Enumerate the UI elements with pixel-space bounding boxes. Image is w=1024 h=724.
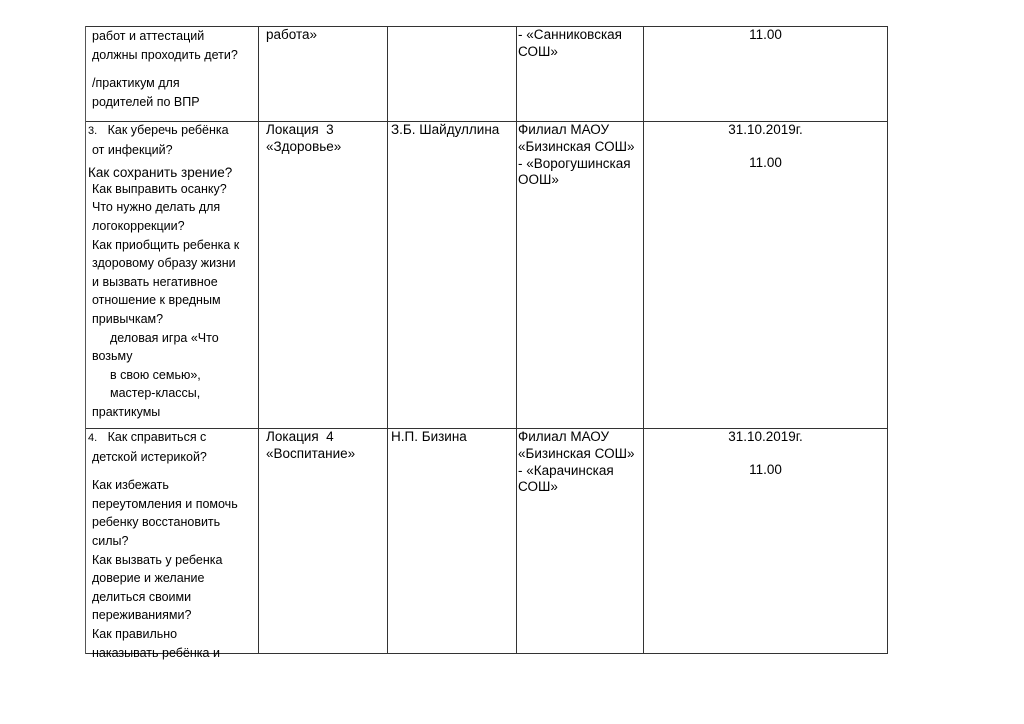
table-row xyxy=(92,27,256,111)
location-line: «Здоровье» xyxy=(266,138,342,154)
question-line: работ и аттестаций xyxy=(92,29,205,43)
question-line: Как справиться с xyxy=(107,430,207,444)
column-divider xyxy=(516,26,517,654)
school-line: Филиал МАОУ xyxy=(518,429,610,444)
question-line: /практикум для xyxy=(92,76,180,91)
question-line: доверие и желание xyxy=(92,571,205,586)
school-line: СОШ» xyxy=(518,479,558,495)
date-cell xyxy=(644,122,887,172)
location-cell xyxy=(266,429,355,463)
table-row xyxy=(88,428,256,662)
question-line: логокоррекции? xyxy=(92,218,185,233)
location-line: работа» xyxy=(266,27,318,42)
date-value: 31.10.2019г. xyxy=(728,429,803,444)
question-line: Как сохранить зрение? xyxy=(88,165,233,181)
location-line: Локация 4 xyxy=(266,429,334,444)
question-line: привычкам? xyxy=(92,311,164,326)
column-divider xyxy=(85,26,86,654)
time-value: 11.00 xyxy=(749,461,782,477)
question-line: деловая игра «Что xyxy=(110,330,219,345)
school-cell xyxy=(518,429,634,496)
question-line: Как уберечь ребёнка xyxy=(107,123,229,137)
column-divider xyxy=(387,26,388,654)
question-line xyxy=(92,64,256,74)
time-cell xyxy=(644,27,887,44)
school-line: Филиал МАОУ xyxy=(518,122,610,137)
question-line xyxy=(88,466,256,476)
location-cell xyxy=(266,122,341,156)
person-cell xyxy=(391,122,499,139)
question-line: ребенку восстановить xyxy=(92,515,221,530)
question-line: Что нужно делать для xyxy=(92,200,221,215)
person-cell xyxy=(391,429,467,446)
school-line: СОШ» xyxy=(518,43,558,59)
school-cell xyxy=(518,27,622,61)
question-line: силы? xyxy=(92,533,129,548)
question-line: Как выправить осанку? xyxy=(92,181,227,196)
row-number: 3. xyxy=(88,125,98,137)
question-line: Как избежать xyxy=(92,478,169,493)
question-line: от инфекций? xyxy=(92,142,173,157)
school-cell xyxy=(518,122,634,189)
table-row xyxy=(88,121,256,422)
question-line: родителей по ВПР xyxy=(92,94,200,109)
question-line: переутомления и помочь xyxy=(92,496,238,511)
column-divider xyxy=(258,26,259,654)
question-line: должны проходить дети? xyxy=(92,47,238,62)
question-line: переживаниями? xyxy=(92,608,192,623)
question-line: здоровому образу жизни xyxy=(92,256,236,271)
date-cell xyxy=(644,429,887,479)
time-value: 11.00 xyxy=(749,154,782,170)
school-line: - «Карачинская xyxy=(518,462,614,478)
question-line: детской истерикой? xyxy=(92,449,207,464)
school-line: «Бизинская СОШ» xyxy=(518,445,635,461)
person-name: Н.П. Бизина xyxy=(391,429,467,444)
question-line: в свою семью», xyxy=(110,367,201,382)
question-line: возьму xyxy=(92,349,133,364)
location-line: Локация 3 xyxy=(266,122,334,137)
school-line: - «Санниковская xyxy=(518,27,622,42)
question-line: и вызвать негативное xyxy=(92,274,218,289)
date-value: 31.10.2019г. xyxy=(728,122,803,137)
person-name: З.Б. Шайдуллина xyxy=(391,122,500,137)
question-line: Как вызвать у ребенка xyxy=(92,552,223,567)
location-line: «Воспитание» xyxy=(266,445,356,461)
time-value: 11.00 xyxy=(749,27,782,42)
question-line: практикумы xyxy=(92,404,161,419)
school-line: «Бизинская СОШ» xyxy=(518,138,635,154)
school-line: - «Ворогушинская xyxy=(518,155,631,171)
school-line: ООШ» xyxy=(518,172,559,188)
column-divider xyxy=(887,26,888,654)
question-line: отношение к вредным xyxy=(92,293,221,308)
location-cell xyxy=(266,27,317,44)
row-number: 4. xyxy=(88,432,98,444)
column-divider xyxy=(643,26,644,654)
question-line: делиться своими xyxy=(92,589,192,604)
question-line: мастер-классы, xyxy=(110,386,201,401)
question-line: Как правильно xyxy=(92,626,178,641)
question-line: наказывать ребёнка и xyxy=(92,645,220,660)
question-line: Как приобщить ребенка к xyxy=(92,237,240,252)
